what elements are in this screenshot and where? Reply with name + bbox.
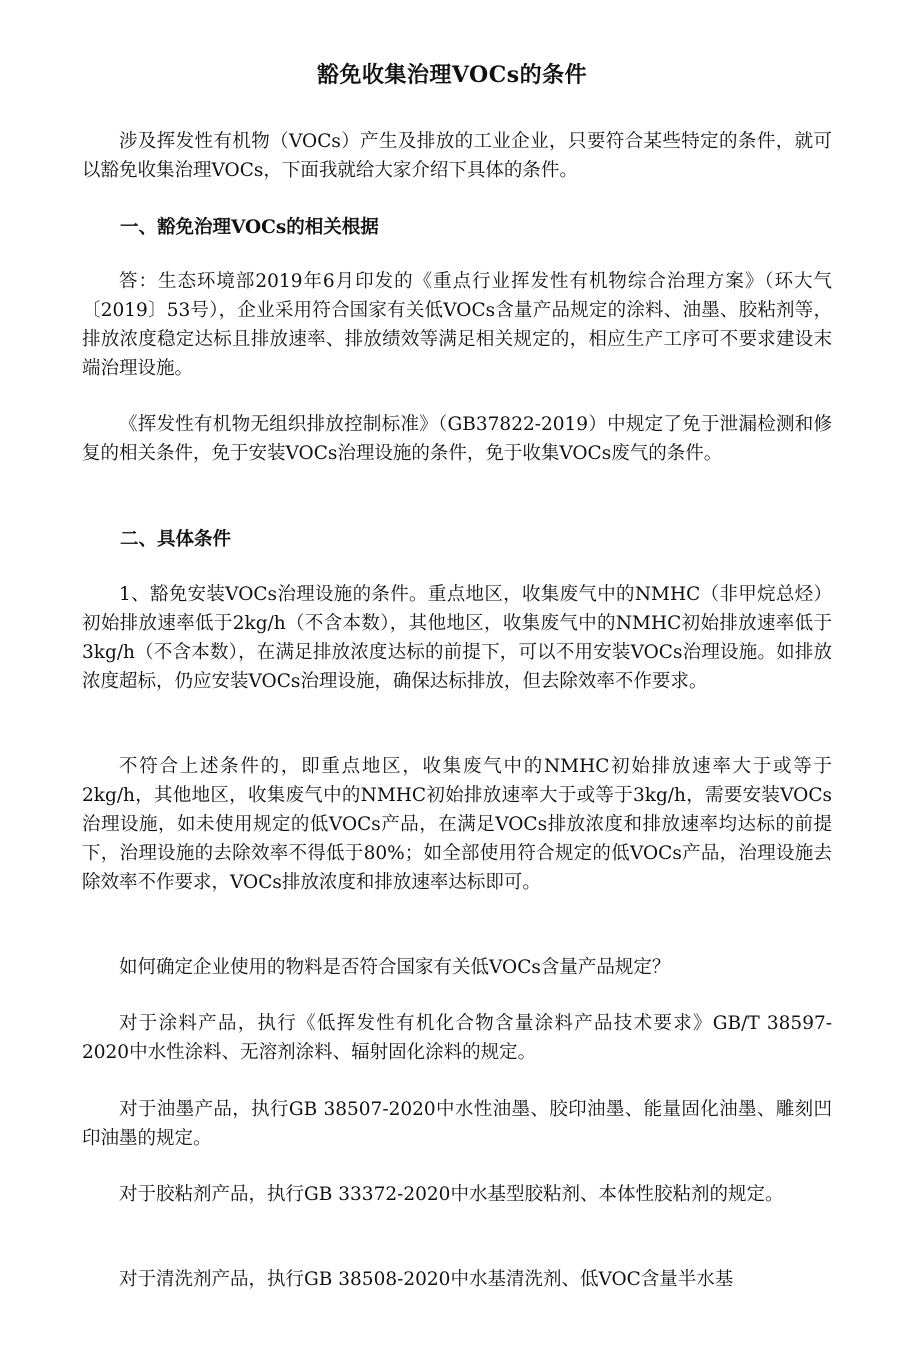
page-title: 豁免收集治理VOCs的条件 — [316, 62, 588, 88]
section-1-heading: 一、豁免治理VOCs的相关根据 — [120, 217, 379, 238]
section-2-heading: 二、具体条件 — [120, 529, 232, 550]
intro-paragraph: 涉及挥发性有机物（VOCs）产生及排放的工业企业，只要符合某些特定的条件，就可以豁免收集治理VOCs，下面我就给大家介绍下具体的条件。 — [82, 131, 832, 181]
coatings-paragraph: 对于涂料产品，执行《低挥发性有机化合物含量涂料产品技术要求》GB/T 38597-2020中水性涂料、无溶剂涂料、辐射固化涂料的规定。 — [82, 1013, 832, 1063]
cleaners-paragraph: 对于清洗剂产品，执行GB 38508-2020中水基清洗剂、低VOC含量半水基 — [119, 1269, 734, 1290]
adhesives-paragraph: 对于胶粘剂产品，执行GB 33372-2020中水基型胶粘剂、本体性胶粘剂的规定。 — [119, 1184, 784, 1205]
nonconforming-paragraph: 不符合上述条件的，即重点地区，收集废气中的NMHC初始排放速率大于或等于2kg/h，其他地区，收集废气中的NMHC初始排放速率大于或等于3kg/h，需要安装VOCs治理设施，如未使用规定的低VOCs产品，在满足VOCs排放浓度和排放速率均达标的前提下，治理设施的去除效率不得低于80%；如全部使用符合规定的低VOCs产品，治理设施去除效率不作要求，VOCs排放浓度和排放速率达标即可。 — [82, 756, 832, 893]
standard-paragraph: 《挥发性有机物无组织排放控制标准》（GB37822-2019）中规定了免于泄漏检测和修复的相关条件，免于安装VOCs治理设施的条件，免于收集VOCs废气的条件。 — [82, 414, 832, 464]
condition-1-paragraph: 1、豁免安装VOCs治理设施的条件。重点地区，收集废气中的NMHC（非甲烷总烃）初始排放速率低于2kg/h（不含本数），其他地区，收集废气中的NMHC初始排放速率低于3kg/h（不含本数），在满足排放浓度达标的前提下，可以不用安装VOCs治理设施。如排放浓度超标，仍应安装VOCs治理设施，确保达标排放，但去除效率不作要求。 — [82, 584, 832, 692]
inks-paragraph: 对于油墨产品，执行GB 38507-2020中水性油墨、胶印油墨、能量固化油墨、雕刻凹印油墨的规定。 — [82, 1099, 832, 1149]
answer-paragraph: 答：生态环境部2019年6月印发的《重点行业挥发性有机物综合治理方案》（环大气〔2019〕53号），企业采用符合国家有关低VOCs含量产品规定的涂料、油墨、胶粘剂等，排放浓度稳定达标且排放速率、排放绩效等满足相关规定的，相应生产工序可不要求建设末端治理设施。 — [82, 271, 832, 379]
question-paragraph: 如何确定企业使用的物料是否符合国家有关低VOCs含量产品规定？ — [119, 957, 671, 978]
